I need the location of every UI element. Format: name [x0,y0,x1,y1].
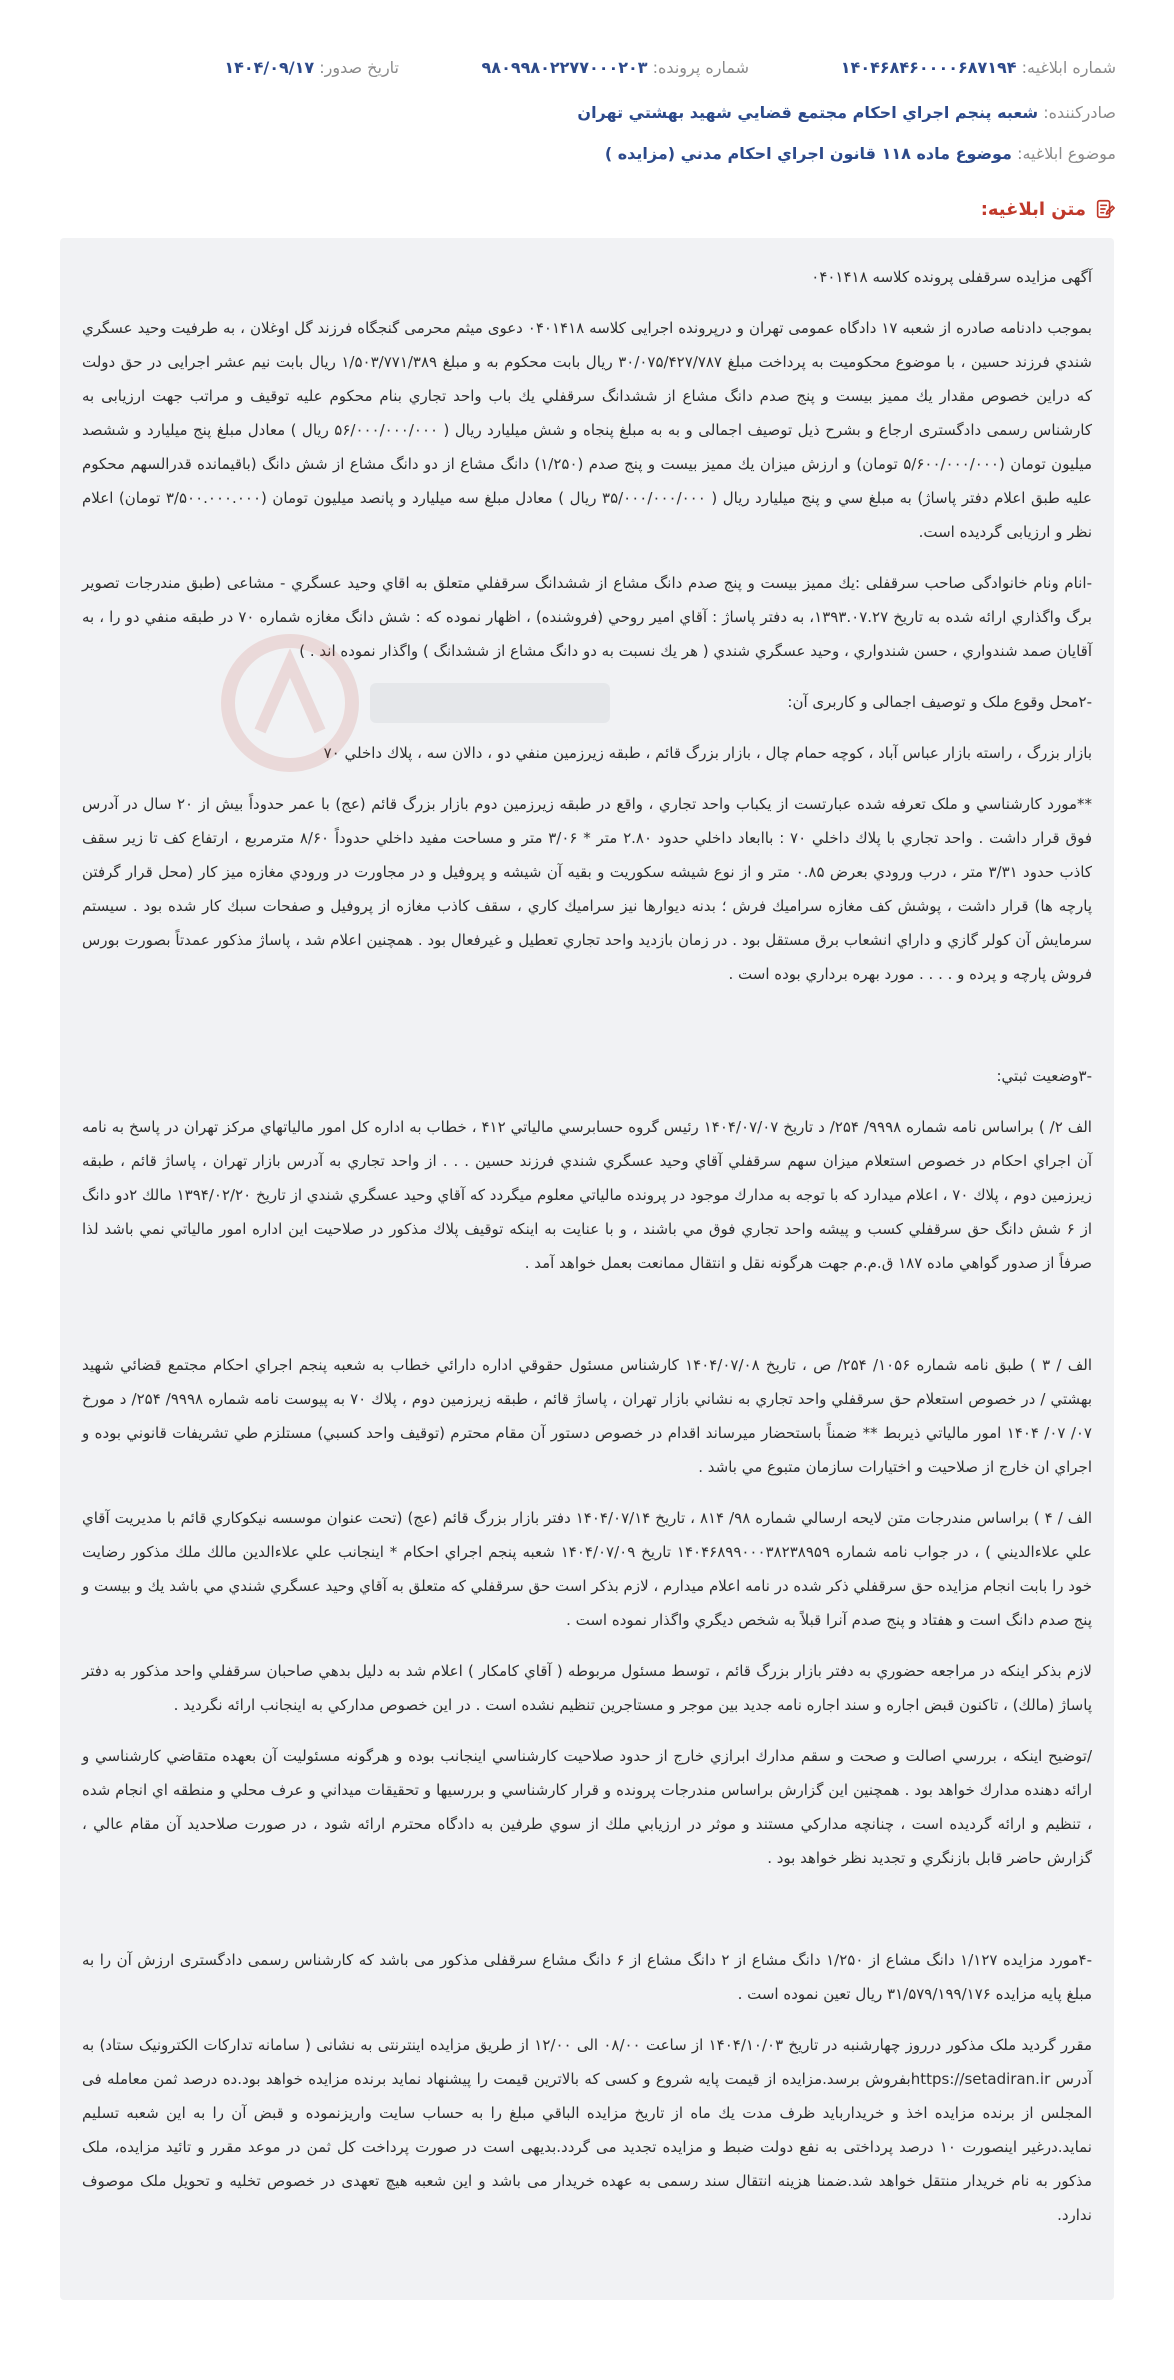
body-paragraph: الف / ۳ ) طبق نامه شماره ۱۰۵۶/ ۲۵۴/ ص ، تاريخ ۱۴۰۴/۰۷/۰۸ کارشناس مسئول حقوقي اداره دارائي خطاب به شعبه پنجم اجراي احکام مجتمع قضائي شهيد بهشتي / در خصوص استعلام حق سرقفلي واحد تجاري به نشاني بازار تهران ، پاساژ قائم ، طبقه زيرزمين دوم ، پلاك ۷۰ به پيوست نامه شماره ۹۹۹۸/ ۲۵۴/ د مورخ ۰۷/ ۰۷/ ۱۴۰۴ امور مالياتي ذيربط ** ضمناً باستحضار ميرساند اقدام در خصوص دستور آن مقام محترم (توقيف واحد کسبي) مستلزم طي تشريفات قانوني بوده و اجراي ان خارج از صلاحيت و اختيارات سازمان متبوع مي باشد . [82,1356,1093,1476]
case-number [482,58,749,77]
issuer-value: شعبه پنجم اجراي احکام مجتمع قضايي شهيد بهشتي تهران [577,103,1039,122]
document-edit-icon [1094,198,1116,220]
body-paragraph: **مورد کارشناسي و ملک تعرفه شده عبارتست از يکباب واحد تجاري ، واقع در طبقه زيرزمين دوم بازار بزرگ قائم (عج) با عمر حدوداً بيش از ۲۰ سال در آدرس فوق قرار داشت . واحد تجاري با پلاك داخلي ۷۰ : باابعاد داخلي حدود ۲.۸۰ متر * ۳/۰۶ متر و مساحت مفيد داخلي حدوداً ۸/۶۰ مترمربع ، ارتفاع کف تا زير سقف کاذب حدود ۳/۳۱ متر ، درب ورودي بعرض ۰.۸۵ متر و از نوع شيشه سکوريت و بقيه آن شيشه و پروفيل و در مجاورت در ورودي مغازه ميز کار (محل قرار گرفتن پارچه ها) قرار داشت ، پوشش کف مغازه سراميك فرش ؛ بدنه ديوارها نيز سراميك کاري ، سقف کاذب مغازه از پروفيل و صفحات سبك کار شده بود . سيستم سرمايش آن کولر گازي و داراي انشعاب برق مستقل بود . در زمان بازديد واحد تجاري تعطيل و غيرفعال بود . همچنين اعلام شد ، پاساژ مذکور عمدتاً بصورت بورس فروش پارچه و پرده و . . . . مورد بهره برداري بوده است . [82,795,1093,983]
body-paragraph: مقرر گردید ملک مذکور درروز چهارشنبه در تاریخ ۱۴۰۴/۱۰/۰۳ از ساعت ۰۸/۰۰ الی ۱۲/۰۰ از طریق مزایده اینترنتی به نشانی ( سامانه تدارکات الکترونیک ستاد) به آدرس https://setadiran.irبفروش برسد.مزایده از قیمت پایه شروع و کسی که بالاترین قیمت را پیشنهاد نماید برنده مزایده خواهد بود.ده درصد ثمن معامله فی المجلس از برنده مزایده اخذ و خریداربايد ظرف مدت يك ماه از تاريخ مزايده الباقي مبلغ را به حساب سایت واریزنموده و قبض آن را به این شعبه تسلیم نماید.درغیر اینصورت ۱۰ درصد پرداختی به نفع دولت ضبط و مزایده تجدید می گردد.بدیهی است در صورت پرداخت کل ثمن در موعد مقرر و تائید مزایده، ملک مذکور به نام خریدار منتقل خواهد شد.ضمنا هزینه انتقال سند رسمی به عهده خریدار می باشد و این شعبه هیچ تعهدی در خصوص تخلیه و تحویل ملک موصوف ندارد. [82,2036,1093,2224]
notice-body [60,238,1114,2300]
body-paragraph: بازار بزرگ ، راسته بازار عباس آباد ، کوچه حمام چال ، بازار بزرگ قائم ، طبقه زيرزمين منفي دو ، دالان سه ، پلاك داخلي ۷۰ [323,744,1092,762]
body-paragraph: آگهی مزایده سرقفلی پرونده کلاسه ۰۴۰۱۴۱۸ [811,268,1092,286]
case-number-value: ۹۸۰۹۹۸۰۲۲۷۷۰۰۰۲۰۳ [481,58,648,77]
notice-text-heading [981,198,1116,220]
notice-number [841,58,1116,77]
body-paragraph: -۳وضعيت ثبتي: [996,1067,1092,1085]
body-spacer [82,1297,1092,1331]
issuer-label: صادرکننده: [1043,103,1116,122]
subject-label: موضوع ابلاغيه: [1017,144,1116,163]
body-paragraph: لازم بذکر اينکه در مراجعه حضوري به دفتر بازار بزرگ قائم ، توسط مسئول مربوطه ( آقاي کامکار ) اعلام شد به دليل بدهي صاحبان سرقفلي واحد مذکور به دفتر پاساژ (مالك) ، تاکنون قبض اجاره و سند اجاره نامه جديد بين موجر و مستاجرين تنظيم نشده است . در اين خصوص مدارکي به اينجانب ارائه نگرديد . [82,1662,1092,1714]
case-number-label: شماره پرونده: [652,58,749,77]
issue-date-label: تاريخ صدور: [319,58,399,77]
issue-date-value: ۱۴۰۴/۰۹/۱۷ [224,58,315,77]
issue-date [224,58,399,77]
body-paragraph: الف ۲/ ) براساس نامه شماره ۹۹۹۸/ ۲۵۴/ د تاريخ ۱۴۰۴/۰۷/۰۷ رئيس گروه حسابرسي مالياتي ۴۱۲ ، خطاب به اداره کل امور مالياتهاي مرکز تهران در پاسخ به نامه آن اجراي احکام در خصوص استعلام ميزان سهم سرقفلي آقاي وحيد عسگري شندي فرزند حسين . . . از واحد تجاري به آدرس بازار تهران ، پاساژ قائم ، طبقه زيرزمين دوم ، پلاك ۷۰ ، اعلام ميدارد که با توجه به مدارك موجود در پرونده مالياتي معلوم ميگردد که آقاي وحيد عسگري شندي از تاريخ ۱۳۹۴/۰۲/۲۰ مالك ۲دو دانگ از ۶ شش دانگ حق سرقفلي کسب و پيشه واحد تجاري فوق مي باشند ، و با عنايت به اينکه توقيف پلاك مذکور در صلاحيت اين اداره امور مالياتي نمي باشد لذا صرفاً از صدور گواهي ماده ۱۸۷ ق.م.م جهت هرگونه نقل و انتقال ممانعت بعمل خواهد آمد . [82,1118,1093,1272]
issuer [577,103,1116,122]
body-paragraph: -۲محل وقوع ملک و توصیف اجمالی و کاربری آن: [787,693,1092,711]
body-paragraph: بموجب دادنامه صادره از شعبه ۱۷ دادگاه عمومی تهران و درپرونده اجرایی کلاسه ۰۴۰۱۴۱۸ دعوی میثم محرمی گنجگاه فرزند گل اوغلان ، به طرفیت وحید عسگري شندي فرزند حسین ، با موضوع محکومیت به پرداخت مبلغ ۳۰/۰۷۵/۴۲۷/۷۸۷ ریال بابت محکوم به و مبلغ ۱/۵۰۳/۷۷۱/۳۸۹ ریال بابت نیم عشر اجرایی در حق دولت که دراین خصوص مقدار یك ممیز بیست و پنج صدم دانگ مشاع از ششدانگ سرقفلي يك باب واحد تجاري بنام محکوم علیه توقیف و مراتب جهت ارزیابی به کارشناس رسمی دادگستری ارجاع و بشرح ذیل توصیف اجمالی و به به مبلغ پنجاه و شش میلیارد ریال ( ۵۶/۰۰۰/۰۰۰/۰۰۰ ریال ) معادل مبلغ پنج میلیارد و ششصد میلیون تومان (۵/۶۰۰/۰۰۰/۰۰۰ تومان) و ارزش میزان یك ممیز بیست و پنج صدم (۱/۲۵۰) دانگ مشاع از دو دانگ مشاع از شش دانگ (باقیمانده قدرالسهم محکوم علیه طبق اعلام دفتر پاساژ) به مبلغ سي و پنج میلیارد ریال ( ۳۵/۰۰۰/۰۰۰/۰۰۰ ریال ) معادل مبلغ سه میلیارد و پانصد میلیون تومان (۳/۵۰۰.۰۰۰.۰۰۰ تومان) اعلام نظر و ارزیابی گردیده است. [82,319,1092,541]
body-spacer [82,1008,1092,1042]
notice-number-label: شماره ابلاغيه: [1021,58,1116,77]
body-spacer [82,1892,1092,1926]
body-paragraph: -انام ونام خانوادگی صاحب سرقفلی :یك ممیز بیست و پنج صدم دانگ مشاع از ششدانگ سرقفلي متعلق به اقاي وحید عسگري - مشاعی (طبق مندرجات تصویر برگ واگذاري ارائه شده به تاريخ ۱۳۹۳.۰۷.۲۷، به دفتر پاساژ : آقاي امیر روحي (فروشنده) ، اظهار نموده که : شش دانگ مغازه شماره ۷۰ در طبقه منفي دو را ، به آقايان صمد شندواري ، حسن شندواري ، وحيد عسگري شندي ( هر يك نسبت به دو دانگ مشاع از ششدانگ ) واگذار نموده اند . ) [82,574,1092,660]
body-paragraph: -۴مورد مزایده ۱/۱۲۷ دانگ مشاع از ۱/۲۵۰ دانگ مشاع از ۲ دانگ مشاع از ۶ دانگ مشاع سرقفلی مذکور می باشد که کارشناس رسمی دادگستری ارزش آن را به مبلغ پایه مزایده ۳۱/۵۷۹/۱۹۹/۱۷۶ ریال تعین نموده است . [82,1951,1092,2003]
notice-number-value: ۱۴۰۴۶۸۴۶۰۰۰۰۶۸۷۱۹۴ [840,58,1017,77]
subject-value: موضوع ماده ۱۱۸ قانون اجراي احکام مدني (مزايده ) [604,144,1012,163]
body-paragraph: /توضيح اينکه ، بررسي اصالت و صحت و سقم مدارك ابرازي خارج از حدود صلاحيت کارشناسي اينجانب بوده و هرگونه مسئوليت آن بعهده متقاضي کارشناسي و ارائه دهنده مدارك خواهد بود . همچنين اين گزارش براساس مندرجات پرونده و قرار کارشناسي و بررسيها و تحقيقات ميداني و عرف محلي و منطقه اي انجام شده ، تنظيم و ارائه گرديده است ، چنانچه مداركي مستند و موثر در ارزيابي ملك از سوي طرفين به دادگاه محترم ارائه شود ، در صورت صلاحديد آن مقام عالي ، گزارش حاضر قابل بازنگري و تجديد نظر خواهد بود . [82,1747,1092,1867]
notice-text-title: متن ابلاغيه: [980,198,1086,220]
body-paragraph: الف / ۴ ) براساس مندرجات متن لايحه ارسالي شماره ۹۸/ ۸۱۴ ، تاريخ ۱۴۰۴/۰۷/۱۴ دفتر بازار بزرگ قائم (عج) (تحت عنوان موسسه نيکوکاري قائم با مديريت آقاي علي علاءالديني ) ، در جواب نامه شماره ۱۴۰۴۶۸۹۹۰۰۰۳۸۲۳۸۹۵۹ تاريخ ۱۴۰۴/۰۷/۰۹ شعبه پنجم اجراي احکام * اينجانب علي علاءالدين مالك ملك مذکور رضايت خود را بابت انجام مزايده حق سرقفلي ذکر شده در نامه اعلام ميدارم ، لازم بذکر است حق سرقفلي که متعلق به آقاي وحيد عسگري شندي مي باشد يك و بيست و پنج صدم دانگ است و هفتاد و پنج صدم آنرا قبلاً به شخص ديگري واگذار نموده است . [82,1509,1092,1629]
notice-subject [605,144,1116,163]
